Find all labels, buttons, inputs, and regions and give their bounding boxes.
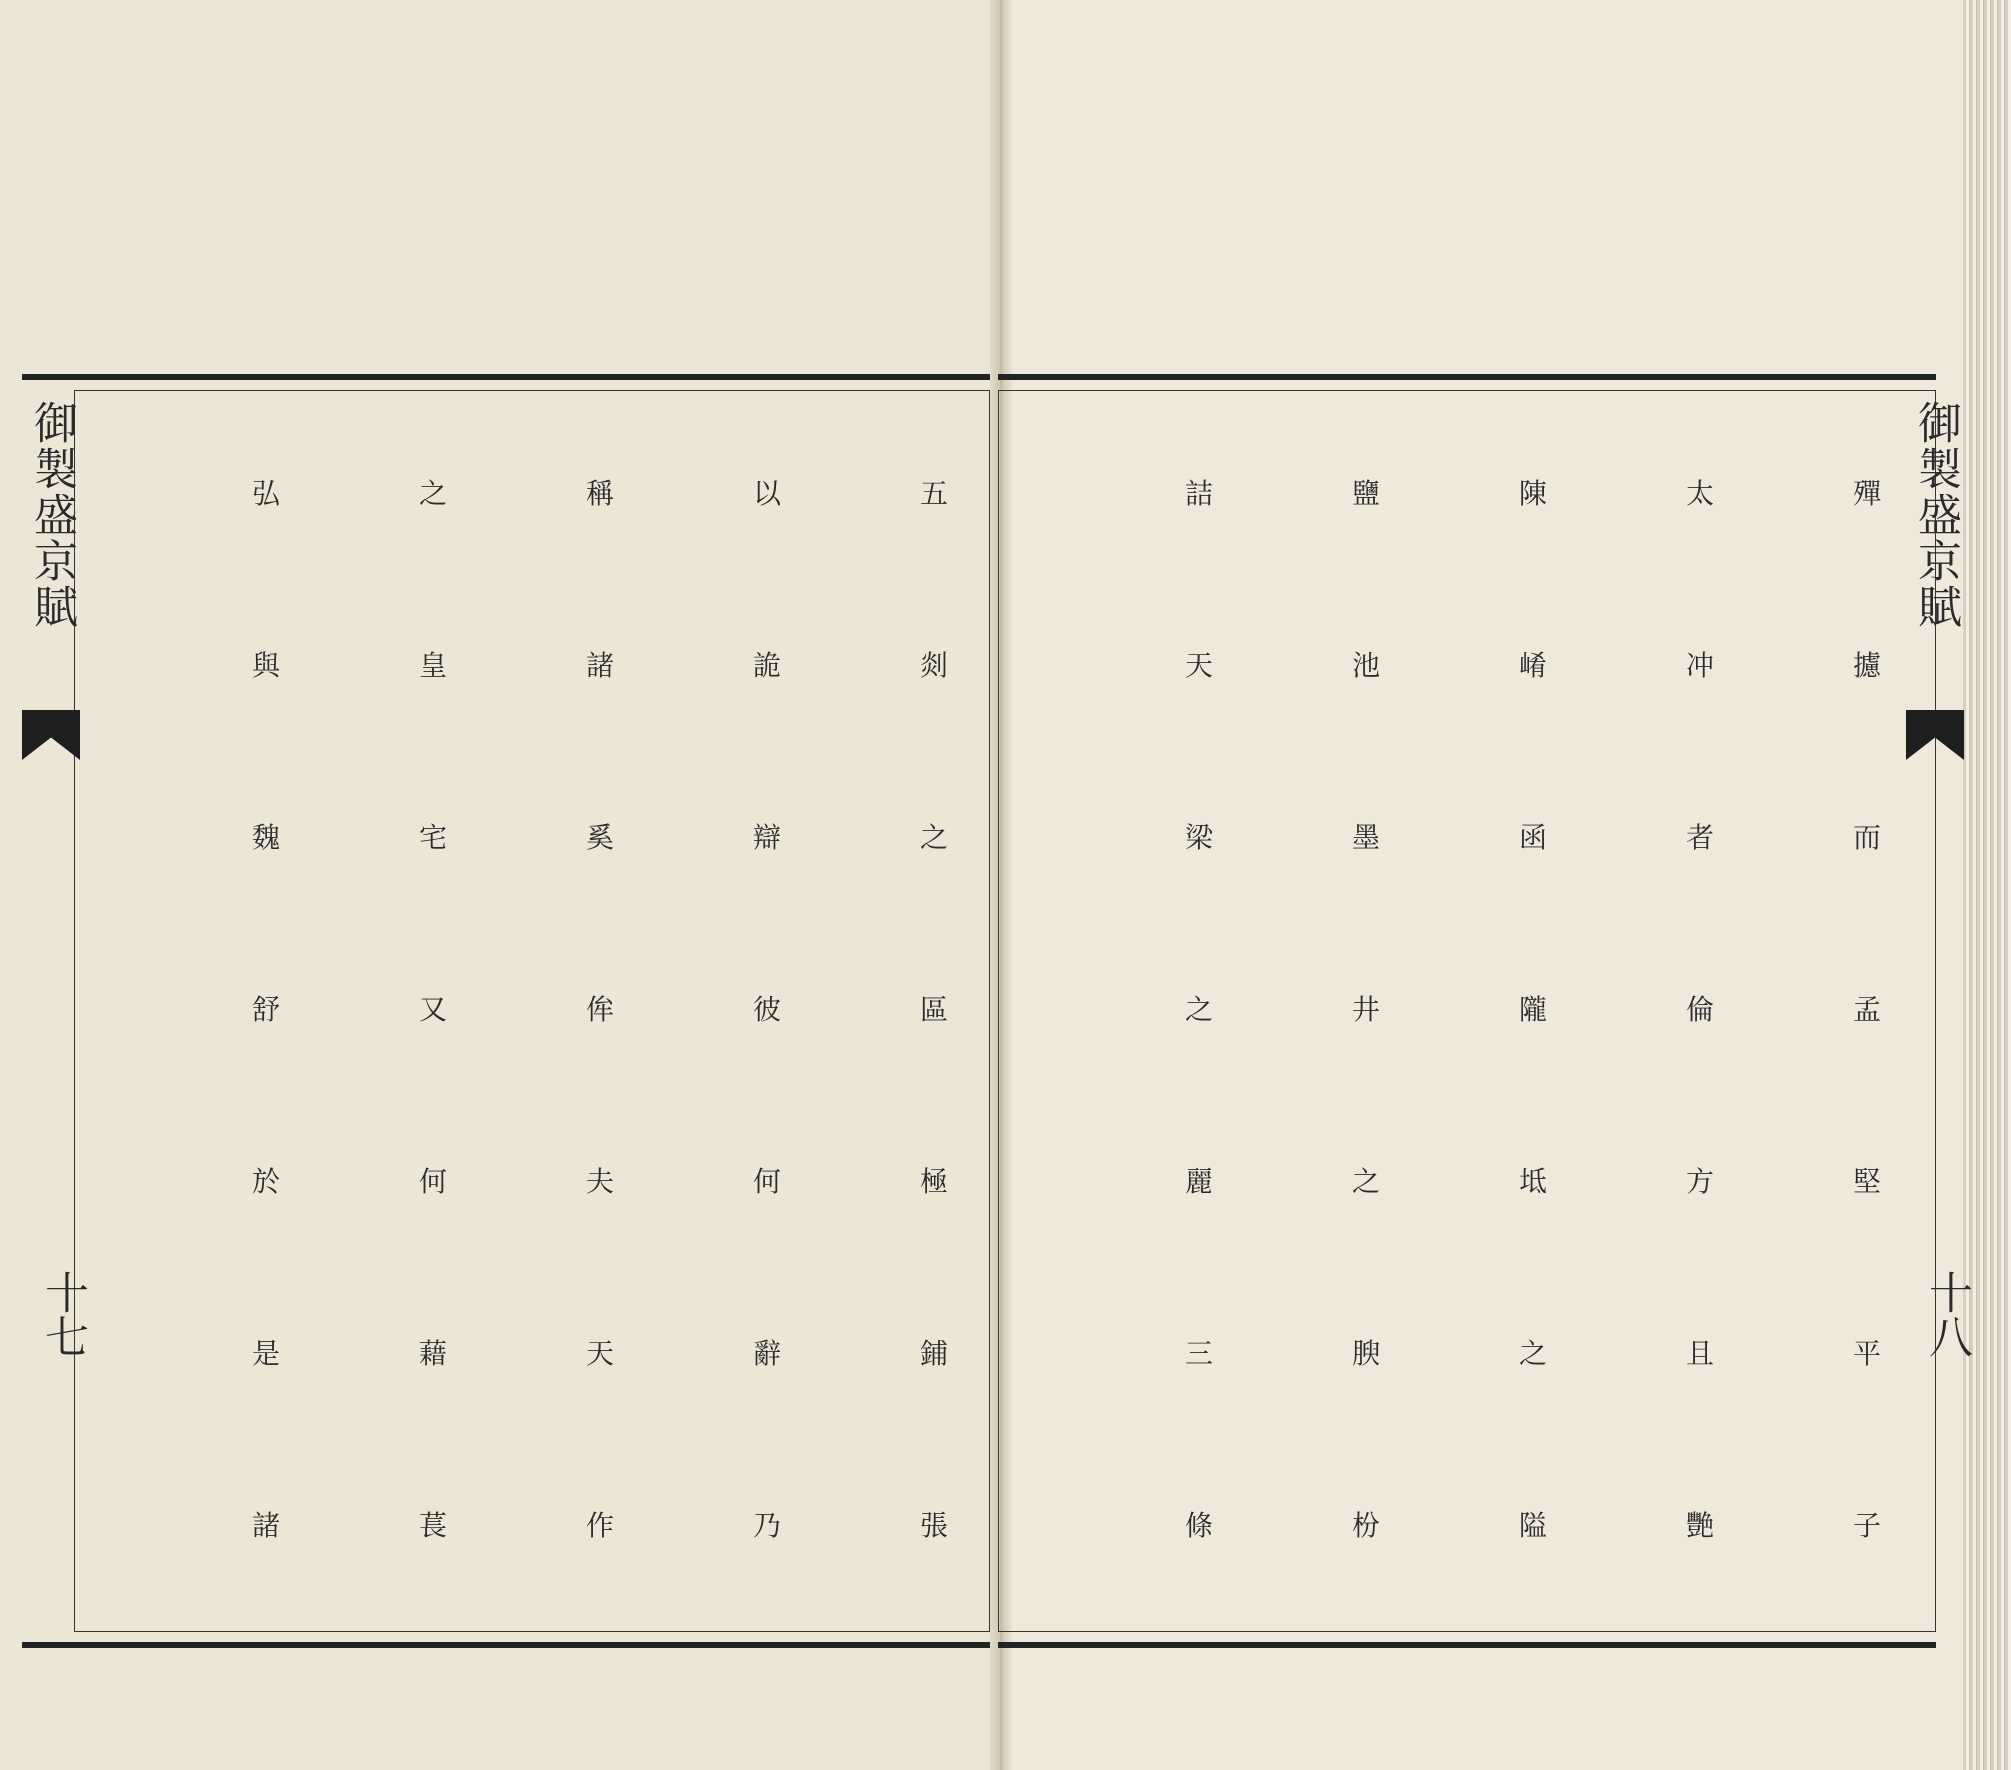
gloss-character: 彼 xyxy=(753,993,782,1026)
gloss-character: 詭 xyxy=(753,649,782,682)
gloss-character: 鋪 xyxy=(920,1337,949,1370)
gloss-character: 諸 xyxy=(252,1509,281,1542)
right-page-number: 十八 xyxy=(1921,1270,1972,1358)
gloss-character: 麗 xyxy=(1185,1165,1214,1198)
left-columns-gloss-column xyxy=(753,460,781,1540)
gloss-character: 諸 xyxy=(586,649,615,682)
gloss-character: 之 xyxy=(920,821,949,854)
fishtail-mark-right xyxy=(1906,710,1964,760)
gloss-character: 鹽 xyxy=(1352,477,1381,510)
right-margin-column xyxy=(1906,390,1972,1620)
gloss-character: 辭 xyxy=(753,1337,782,1370)
gloss-character: 弘 xyxy=(252,477,281,510)
gloss-character: 平 xyxy=(1853,1337,1882,1370)
gloss-character: 崤 xyxy=(1519,649,1548,682)
gloss-character: 張 xyxy=(920,1509,949,1542)
left-text-frame xyxy=(22,374,990,1648)
gloss-character: 區 xyxy=(920,993,949,1026)
gloss-character: 孟 xyxy=(1853,993,1882,1026)
gloss-character: 堅 xyxy=(1853,1165,1882,1198)
gloss-character: 池 xyxy=(1352,649,1381,682)
right-columns-gloss-column xyxy=(1185,460,1213,1540)
gloss-character: 之 xyxy=(1185,993,1214,1026)
left-columns-gloss-column xyxy=(252,460,280,1540)
gloss-character: 艷 xyxy=(1686,1509,1715,1542)
gloss-character: 攄 xyxy=(1853,649,1882,682)
gloss-character: 冲 xyxy=(1686,649,1715,682)
gloss-character: 以 xyxy=(753,477,782,510)
right-margin-title: 御製盛京賦 xyxy=(1910,400,1961,630)
gloss-character: 墨 xyxy=(1352,821,1381,854)
gloss-character: 宅 xyxy=(419,821,448,854)
gloss-character: 與 xyxy=(252,649,281,682)
gloss-character: 坻 xyxy=(1519,1165,1548,1198)
gloss-character: 太 xyxy=(1686,477,1715,510)
gloss-character: 隴 xyxy=(1519,993,1548,1026)
right-inner-border xyxy=(998,390,1936,1632)
gloss-character: 又 xyxy=(419,993,448,1026)
left-columns-gloss-column xyxy=(419,460,447,1540)
gloss-character: 而 xyxy=(1853,821,1882,854)
gloss-character: 天 xyxy=(1185,649,1214,682)
gloss-character: 方 xyxy=(1686,1165,1715,1198)
gloss-character: 三 xyxy=(1185,1337,1214,1370)
right-columns-gloss-column xyxy=(1519,460,1547,1540)
gloss-character: 倫 xyxy=(1686,993,1715,1026)
gloss-character: 子 xyxy=(1853,1509,1882,1542)
right-columns-gloss-column xyxy=(1352,460,1380,1540)
gloss-character: 舒 xyxy=(252,993,281,1026)
gloss-character: 函 xyxy=(1519,821,1548,854)
gloss-character: 之 xyxy=(1352,1165,1381,1198)
gloss-character: 夫 xyxy=(586,1165,615,1198)
gloss-character: 是 xyxy=(252,1337,281,1370)
left-inner-border xyxy=(74,390,990,1632)
gloss-character: 條 xyxy=(1185,1509,1214,1542)
left-columns-gloss-column xyxy=(920,460,948,1540)
gloss-character: 作 xyxy=(586,1509,615,1542)
gloss-character: 侔 xyxy=(586,993,615,1026)
gloss-character: 梁 xyxy=(1185,821,1214,854)
gloss-character: 殫 xyxy=(1853,477,1882,510)
gloss-character: 且 xyxy=(1686,1337,1715,1370)
gloss-character: 乃 xyxy=(753,1509,782,1542)
gloss-character: 腴 xyxy=(1352,1337,1381,1370)
gloss-character: 何 xyxy=(753,1165,782,1198)
gloss-character: 陳 xyxy=(1519,477,1548,510)
gloss-character: 隘 xyxy=(1519,1509,1548,1542)
gloss-character: 天 xyxy=(586,1337,615,1370)
fishtail-mark-left xyxy=(22,710,80,760)
right-columns-gloss-column xyxy=(1686,460,1714,1540)
left-margin-column xyxy=(22,390,88,1620)
gloss-character: 奚 xyxy=(586,821,615,854)
right-text-frame xyxy=(998,374,1936,1648)
gloss-character: 魏 xyxy=(252,821,281,854)
gloss-character: 皇 xyxy=(419,649,448,682)
gloss-character: 何 xyxy=(419,1165,448,1198)
page-edges xyxy=(1963,0,2011,1770)
gloss-character: 井 xyxy=(1352,993,1381,1026)
gloss-character: 稱 xyxy=(586,477,615,510)
gloss-character: 之 xyxy=(1519,1337,1548,1370)
gloss-character: 者 xyxy=(1686,821,1715,854)
gloss-character: 詰 xyxy=(1185,477,1214,510)
gloss-character: 於 xyxy=(252,1165,281,1198)
gloss-character: 極 xyxy=(920,1165,949,1198)
gloss-character: 枌 xyxy=(1352,1509,1381,1542)
gloss-character: 之 xyxy=(419,477,448,510)
gloss-character: 萇 xyxy=(419,1509,448,1542)
gloss-character: 剡 xyxy=(920,649,949,682)
left-page-number: 十七 xyxy=(37,1270,88,1358)
gloss-character: 藉 xyxy=(419,1337,448,1370)
gloss-character: 五 xyxy=(920,477,949,510)
left-margin-title: 御製盛京賦 xyxy=(26,400,77,630)
right-columns-gloss-column xyxy=(1853,460,1881,1540)
left-columns-gloss-column xyxy=(586,460,614,1540)
gloss-character: 辯 xyxy=(753,821,782,854)
